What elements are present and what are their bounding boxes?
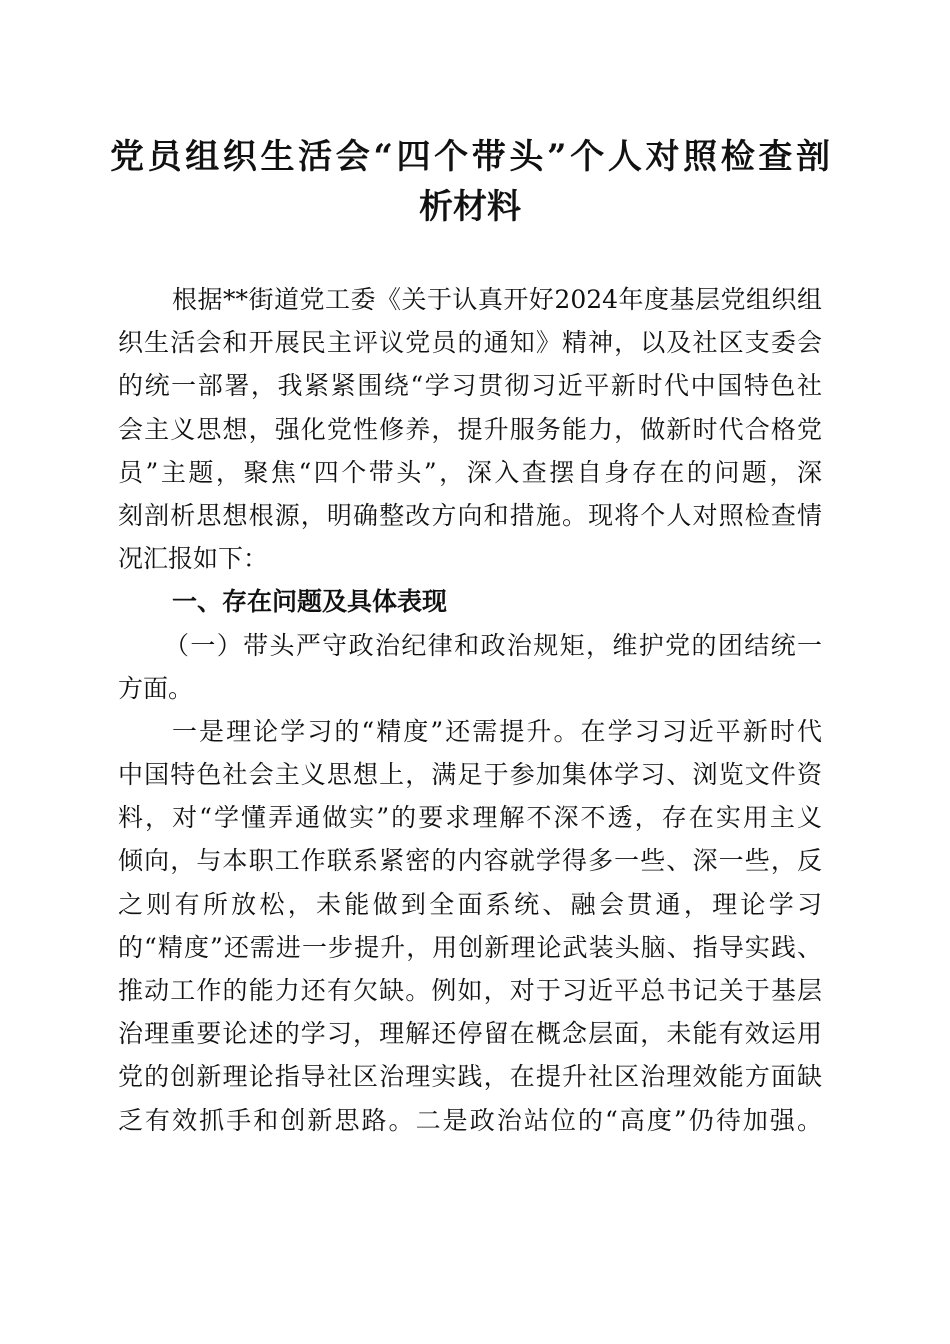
intro-paragraph: [118, 278, 822, 580]
text-line: 的统一部署，我紧紧围绕“学习贯彻习近平新时代中国特色社: [118, 371, 822, 401]
document-title: [110, 132, 830, 232]
text-line: 的“精度”还需进一步提升，用创新理论武装头脑、指导实践、: [118, 932, 822, 962]
text-line: 党的创新理论指导社区治理实践，在提升社区治理效能方面缺: [118, 1062, 822, 1092]
document-body: [118, 278, 822, 1142]
text-line: 料，对“学懂弄通做实”的要求理解不深不透，存在实用主义: [118, 803, 822, 833]
text-line: 员”主题，聚焦“四个带头”，深入查摆自身存在的问题，深: [118, 457, 822, 487]
text-line: 之则有所放松，未能做到全面系统、融会贯通，理论学习: [118, 889, 822, 919]
text-line: 刻剖析思想根源，明确整改方向和措施。现将个人对照检查情: [118, 500, 822, 530]
body-paragraph: [118, 710, 822, 1142]
title-line-1: 党员组织生活会“四个带头”个人对照检查剖: [110, 137, 830, 177]
subsection-heading: [118, 624, 822, 710]
text-line: 一是理论学习的“精度”还需提升。在学习习近平新时代: [172, 716, 822, 746]
text-line: 推动工作的能力还有欠缺。例如，对于习近平总书记关于基层: [118, 976, 822, 1005]
text-line: 倾向，与本职工作联系紧密的内容就学得多一些、深一些，反: [118, 846, 822, 876]
text-line: 乏有效抓手和创新思路。二是政治站位的“高度”仍待加强。: [118, 1105, 822, 1135]
section-heading: 一、存在问题及具体表现: [172, 587, 448, 617]
text-line: （一）带头严守政治纪律和政治规矩，维护党的团结统一: [164, 630, 822, 660]
text-line: 织生活会和开展民主评议党员的通知》精神，以及社区支委会: [118, 328, 822, 358]
title-line-2: 析材料: [419, 187, 521, 227]
text-line: 方面。: [118, 673, 194, 703]
text-line: 根据**街道党工委《关于认真开好2024年度基层党组织组: [172, 285, 822, 314]
text-line: 会主义思想，强化党性修养，提升服务能力，做新时代合格党: [118, 414, 822, 444]
text-line: 中国特色社会主义思想上，满足于参加集体学习、浏览文件资: [118, 760, 822, 790]
text-line: 治理重要论述的学习，理解还停留在概念层面，未能有效运用: [118, 1019, 822, 1049]
text-line: 况汇报如下：: [118, 544, 269, 574]
